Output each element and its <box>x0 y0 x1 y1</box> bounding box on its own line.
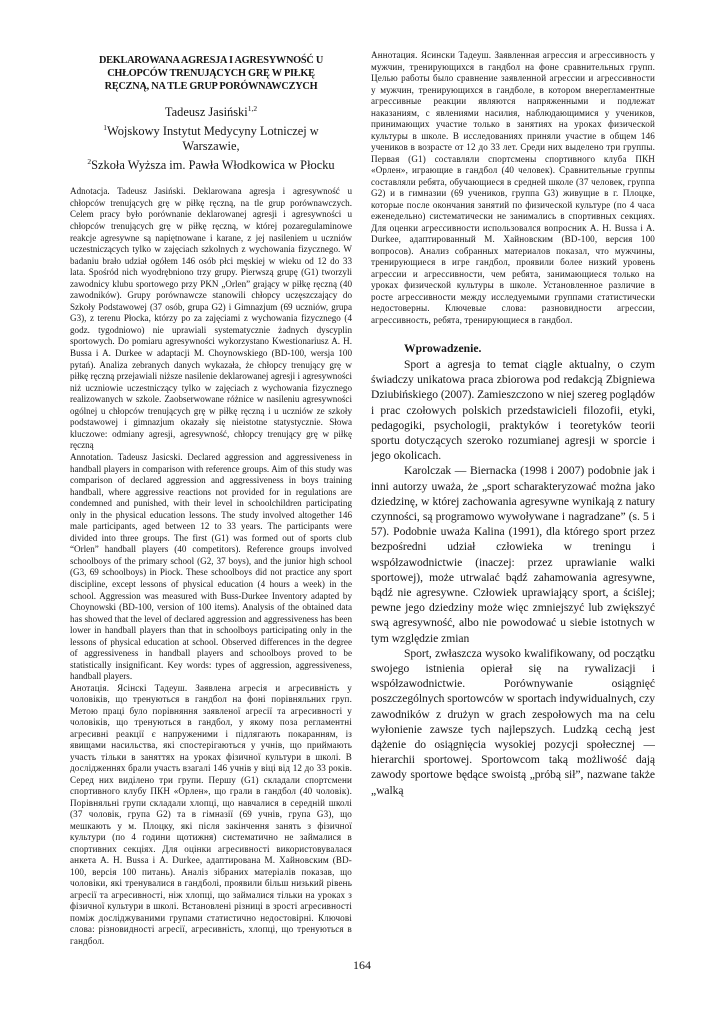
title-line-2: CHŁOPCÓW TRENUJĄCYCH GRĘ W PIŁKĘ <box>107 68 315 79</box>
page-number: 164 <box>353 958 371 972</box>
section-heading: Wprowadzenie. <box>404 342 482 355</box>
article-title <box>70 54 352 93</box>
author-name: Tadeusz Jasiński <box>164 105 248 120</box>
affiliation-2-text: Szkoła Wyższa im. Pawła Włodkowica w Płocku <box>91 158 335 173</box>
author-block <box>70 101 352 173</box>
affiliation-1-sup: 1 <box>103 123 108 133</box>
affiliation-1-text: Wojskowy Instytut Medycyny Lotniczej w <box>107 124 319 139</box>
abstract-ukrainian-part-1: Анотація. Ясінскі Тадеуш. Заявлена агресія и агресивність у чоловіків, що тренуються в гандбол на фоні порівняльних груп. Метою праці було порівняння заявленої агресії та агресивності у чоловіків, що тренуються в гандбол, у якому поза регламентні агресивні реакції є напруженими і підлягають покаранням, із явищами насильства, які спостерігаються у учнів, що приймають участь тільки в заняттях на уроках фізичної культури в школі. В дослідженнях брали участь взагалі 146 учнів у віці від 12 до 33 років. Серед них виділено три групи. Першу (G1) складали спортсмени спортивного клубу ПКН «Орлен», що грали в гандбол (40 чоловік). Порівняльні групи складали хлопці, що навчалися в середній школі (37 чоловік, група G2) та в гімназії (69 учнів, група G3), що мешкають у м. Плоцку, які після закінчення занять з фізичної культури (по 4 години щотижня) систематично не займалися в спортивних секціях. Для оцінки агресивності використовувалася анкета А. Н. Bussa і A. Durkee, адаптирована М. Хайновским (BD-100, версія 100 питань). Аналіз зібраних матеріалів показав, що чоловіки, які тренувалися в гандболі, проявили більш низький рівень агресії та агресивності, ніж хлопці, що займалися тільки на уроках з фізичної культури в школі. Встановлені різниці в зрості агресивності поміж досліджуваними групами статистично недостовірні. Ключові слова: різновидності агресії, агресивність, хлопці, що тренуються в гандбол. <box>70 682 352 946</box>
paragraph-3: Sport, zwłaszcza wysoko kwalifikowany, od początku swojego istnienia opierał się na rywalizacji i współzawodnictwie. Porównywanie osiągnięć poszczególnych sportowców w sportach indywidualnych, czy zawodników z drużyn w grach zespołowych ma na celu wyłonienie zawsze tych najlepszych. Ludzką cechą jest dążenie do osiągnięcia wysokiej pozycji społecznej — hierarchii sportowej. Sportowcom taką możliwość dają zawody sportowe będące swoistą „próbą sił”, nazwane także „walką <box>371 646 655 797</box>
paragraph-2: Karolczak — Biernacka (1998 i 2007) podobnie jak i inni autorzy uważa, że „sport scharakteryzować można jako dziedzinę, w której zachowania agresywne wynikają z natury czynności, są programowo wywoływane i nagradzane” (s. 5 i 57). Podobnie uważa Kalina (1991), dla którego sport przez bezpośredni udział człowieka w treningu i współzawodnictwie (inaczej: przez uprawianie walki sportowej), może utrwalać bądź zahamowania agresywne, bądź nie agresywne. Człowiek uprawiający sport, a ściślej; pewne jego dziedziny może więc zmniejszyć lub zwiększyć swą agresywność, albo nie powodować u siebie istotnych w tym względzie zmian <box>371 464 655 645</box>
author-line <box>70 101 352 120</box>
paragraph-1: Sport a agresja to temat ciągle aktualny, o czym świadczy unikatowa praca zbiorowa pod redakcją Zbigniewa Dziubińskiego (2007). Zamieszczono w niej szereg poglądów i prac czołowych polskich przedstawicieli filozofii, etyki, pedagogiki, psychologii, praktyków i teoretyków teorii sportu dotyczących szeroko rozumianej agresji w sporcie i jego okolicach. <box>371 358 655 463</box>
title-line-3: RĘCZNĄ, NA TLE GRUP PORÓWNAWCZYCH <box>104 81 318 92</box>
title-line-1: DEKLAROWANA AGRESJA I AGRESYWNOŚĆ U <box>98 55 324 66</box>
left-column <box>70 50 352 980</box>
abstract-russian: Аннотация. Ясински Тадеуш. Заявленная агрессия и агрессивность у мужчин, тренирующихся в гандбол на фоне сравнительных групп. Целью работы было сравнение заявленной агрессии и агрессивности у мужчин, тренирующихся в гандболе, в котором внерегламентные агрессивные реакции являются напряженными и подлежат наказаниям, с явлениями насилия, наблюдающимися у учеников, принимающих участие только в занятиях на уроках физической культуры в школе. В исследованиях приняли участие в общем 146 учеников в возрасте от 12 до 33 лет. Среди них выделено три группы. Первая (G1) составляли спортсмены спортивного клуба ПКН «Орлен», играющие в гандбол (40 человек). Сравнительные группы составляли ребята, обучающиеся в средней школе (37 человек, группа G2) и в гимназии (69 учеников, группа G3) живущие в г. Плоцке, которые после окончания занятий по физической культуре (по 4 часа еженедельно) систематически не занимались в спортивных секциях. Для оценки агрессивности использовался вопросник А. Н. Bussa i A. Durkee, адаптированный М. Хайновским (BD-100, версия 100 вопросов). Анализ собранных материалов показал, что мужчины, тренирующиеся в игре гандбол, проявили более низкий уровень агрессии и агрессивности, чем ребята, занимающиеся только на уроках физической культуры в школе. Установленное различие в росте агрессивности между исследуемыми группами статистически недостоверны. Ключевые слова: разновидности агрессии, агрессивность, ребята, тренирующиеся в гандбол. <box>371 50 655 325</box>
author-sup: 1,2 <box>247 104 258 113</box>
affiliation-1-line-2: Warszawie, <box>182 139 240 154</box>
abstract-polish: Adnotacja. Tadeusz Jasiński. Deklarowana agresja i agresywność u chłopców trenujących grę w piłkę ręczną, na tle grup porównawczych. Celem pracy było porównanie deklarowanej agresji i agresywności u chłopców trenujących grę w piłkę ręczną, w której pozaregulaminowe reakcje agresywne są napiętnowane i karane, z jej nasileniem u uczniów uczestniczących tylko w zajęciach szkolnych z wychowania fizycznego. W badaniu brało udział ogółem 146 osób płci męskiej w wieku od 12 do 33 lata. Spośród nich wyodrębniono trzy grupy. Pierwszą grupę (G1) tworzyli zawodnicy klubu sportowego przy PKN „Orlen” grający w piłkę ręczną (40 zawodników). Grupy porównawcze stanowili chłopcy uczęszczający do Szkoły Podstawowej (37 osób, grupa G2) i Gimnazjum (69 uczniów, grupa G3), z terenu Płocka, którzy po za zajęciami z wychowania fizycznego (4 godz. tygodniowo) nie uprawiali systematycznie żadnych dyscyplin sportowych. Do pomiaru agresywności wykorzystano Kwestionariusz A. H. Bussa i A. Durkee w adaptacji M. Choynowskiego (BD-100, wersja 100 pytań). Analiza zebranych danych wykazała, że chłopcy trenujący grę w piłkę ręczną przejawiali niższe nasilenie deklarowanej agresji i agresywności niż uczniowie uczestniczący tylko w zajęciach z wychowania fizycznego realizowanych w szkole. Zaobserwowane różnice w nasileniu agresywności ogólnej u chłopców trenujących grę w piłkę ręczną i u uczniów ze szkoły podstawowej i gimnazjum okazały się nieistotne statystycznie. Słowa kluczowe: odmiany agresji, agresywność, chłopcy trenujący grę w piłkę ręczną <box>70 186 352 451</box>
affiliation-1-line-1 <box>70 120 352 139</box>
right-column <box>371 50 655 980</box>
abstract-english: Annotation. Tadeusz Jasicski. Declared aggression and aggressiveness in handball players in comparison with reference groups. Aim of this study was comparison of declared aggression and aggressiveness in boys training handball, where aggressive reactions not provided for in regulations are condemned and punished, with their level in schoolchildren participating only in the physical education lessons. The study involved altogether 146 male participants, aged between 12 to 33 years. The participants were divided into three groups. The first (G1) was formed out of sports club “Orlen” handball players (40 competitors). Reference groups involved schoolboys of the primary school (G2, 37 boys), and the junior high school (G3, 69 schoolboys) in Piock. These schoolboys did not practice any sport discipline, except lessons of physical education (4 hours a week) in the school. Aggression was measured with Buss-Durkee Inventory adapted by Choynowski (BD-100, version of 100 items). Analysis of the obtained data has showed that the level of declared aggression and aggressiveness has been lower in handball players than that in schoolboys participating only in the lessons of physical education at school. Observed differences in the degree of aggressiveness in handball players and schoolboys proved to be statistically insignificant. Key words: types of aggression, aggressiveness, handball players. <box>70 451 352 682</box>
affiliation-2-sup: 2 <box>87 157 92 167</box>
affiliation-2 <box>70 154 352 173</box>
